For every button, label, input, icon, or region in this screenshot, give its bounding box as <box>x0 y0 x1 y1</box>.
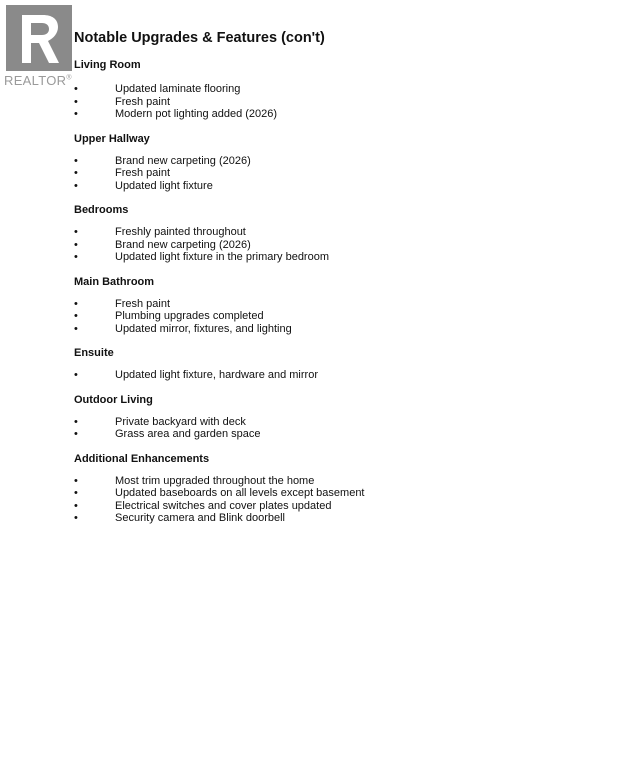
list-item-text: Security camera and Blink doorbell <box>115 512 285 524</box>
list-item <box>74 369 614 382</box>
list-item <box>74 428 614 441</box>
section-main-bathroom <box>74 276 614 336</box>
section-bedrooms <box>74 204 614 264</box>
realtor-r-icon <box>6 5 72 71</box>
list-item <box>74 416 614 429</box>
bullet-icon: • <box>74 167 78 179</box>
section-title: Additional Enhancements <box>74 452 210 465</box>
bullet-icon: • <box>74 322 78 335</box>
bullet-list <box>74 298 614 336</box>
section-ensuite <box>74 347 614 382</box>
list-item <box>74 239 614 252</box>
bullet-icon: • <box>74 499 78 512</box>
section-additional-enhancements <box>74 453 614 525</box>
bullet-icon: • <box>74 297 78 310</box>
bullet-icon: • <box>74 487 78 499</box>
bullet-icon: • <box>74 154 78 167</box>
features-list <box>74 59 614 537</box>
list-item <box>74 323 614 336</box>
bullet-list <box>74 155 614 193</box>
section-title: Main Bathroom <box>74 275 155 288</box>
list-item <box>74 500 614 513</box>
bullet-list <box>74 475 614 525</box>
list-item-text: Updated mirror, fixtures, and lighting <box>115 322 292 335</box>
registered-mark: ® <box>66 74 72 82</box>
list-item-text: Fresh paint <box>115 297 171 310</box>
list-item-text: Fresh paint <box>115 95 171 108</box>
bullet-list <box>74 416 614 441</box>
list-item-text: Fresh paint <box>115 167 171 179</box>
list-item <box>74 96 614 109</box>
list-item-text: Updated light fixture, hardware and mirror <box>115 369 318 381</box>
bullet-icon: • <box>74 179 78 192</box>
section-title: Living Room <box>74 59 141 71</box>
section-title: Ensuite <box>74 347 114 359</box>
section-upper-hallway <box>74 133 614 193</box>
list-item <box>74 83 614 96</box>
bullet-icon: • <box>74 428 78 440</box>
section-title: Outdoor Living <box>74 393 153 406</box>
bullet-icon: • <box>74 251 78 263</box>
list-item-text: Brand new carpeting (2026) <box>115 238 251 251</box>
list-item <box>74 251 614 264</box>
page-title: Notable Upgrades & Features (con't) <box>74 30 325 46</box>
bullet-icon: • <box>74 512 78 524</box>
bullet-icon: • <box>74 310 78 322</box>
realtor-wordmark <box>4 73 72 88</box>
list-item-text: Freshly painted throughout <box>115 226 246 238</box>
list-item <box>74 512 614 525</box>
bullet-icon: • <box>74 415 78 428</box>
section-living-room <box>74 59 614 121</box>
list-item-text: Brand new carpeting (2026) <box>115 154 251 167</box>
bullet-icon: • <box>74 95 78 108</box>
section-outdoor-living <box>74 394 614 441</box>
bullet-icon: • <box>74 238 78 251</box>
bullet-icon: • <box>74 226 78 238</box>
bullet-list <box>74 83 614 121</box>
list-item <box>74 108 614 121</box>
list-item-text: Updated laminate flooring <box>115 83 241 95</box>
list-item-text: Electrical switches and cover plates updated <box>115 499 332 512</box>
bullet-list <box>74 226 614 264</box>
bullet-icon: • <box>74 108 78 120</box>
list-item <box>74 310 614 323</box>
list-item-text: Updated baseboards on all levels except basement <box>115 487 365 499</box>
bullet-icon: • <box>74 474 78 487</box>
bullet-icon: • <box>74 369 78 381</box>
list-item-text: Modern pot lighting added (2026) <box>115 108 278 120</box>
list-item-text: Plumbing upgrades completed <box>115 310 264 322</box>
realtor-wordmark-text: REALTOR <box>4 73 67 88</box>
list-item-text: Updated light fixture in the primary bedroom <box>115 251 329 263</box>
list-item-text: Private backyard with deck <box>115 415 246 428</box>
bullet-list <box>74 369 614 382</box>
section-title: Upper Hallway <box>74 132 150 145</box>
bullet-icon: • <box>74 83 78 95</box>
section-title: Bedrooms <box>74 204 129 216</box>
list-item-text: Grass area and garden space <box>115 428 261 440</box>
list-item <box>74 475 614 488</box>
list-item <box>74 487 614 500</box>
list-item <box>74 167 614 180</box>
list-item <box>74 180 614 193</box>
list-item <box>74 298 614 311</box>
list-item <box>74 226 614 239</box>
list-item-text: Most trim upgraded throughout the home <box>115 474 315 487</box>
list-item <box>74 155 614 168</box>
realtor-logo <box>4 5 78 87</box>
list-item-text: Updated light fixture <box>115 179 213 192</box>
